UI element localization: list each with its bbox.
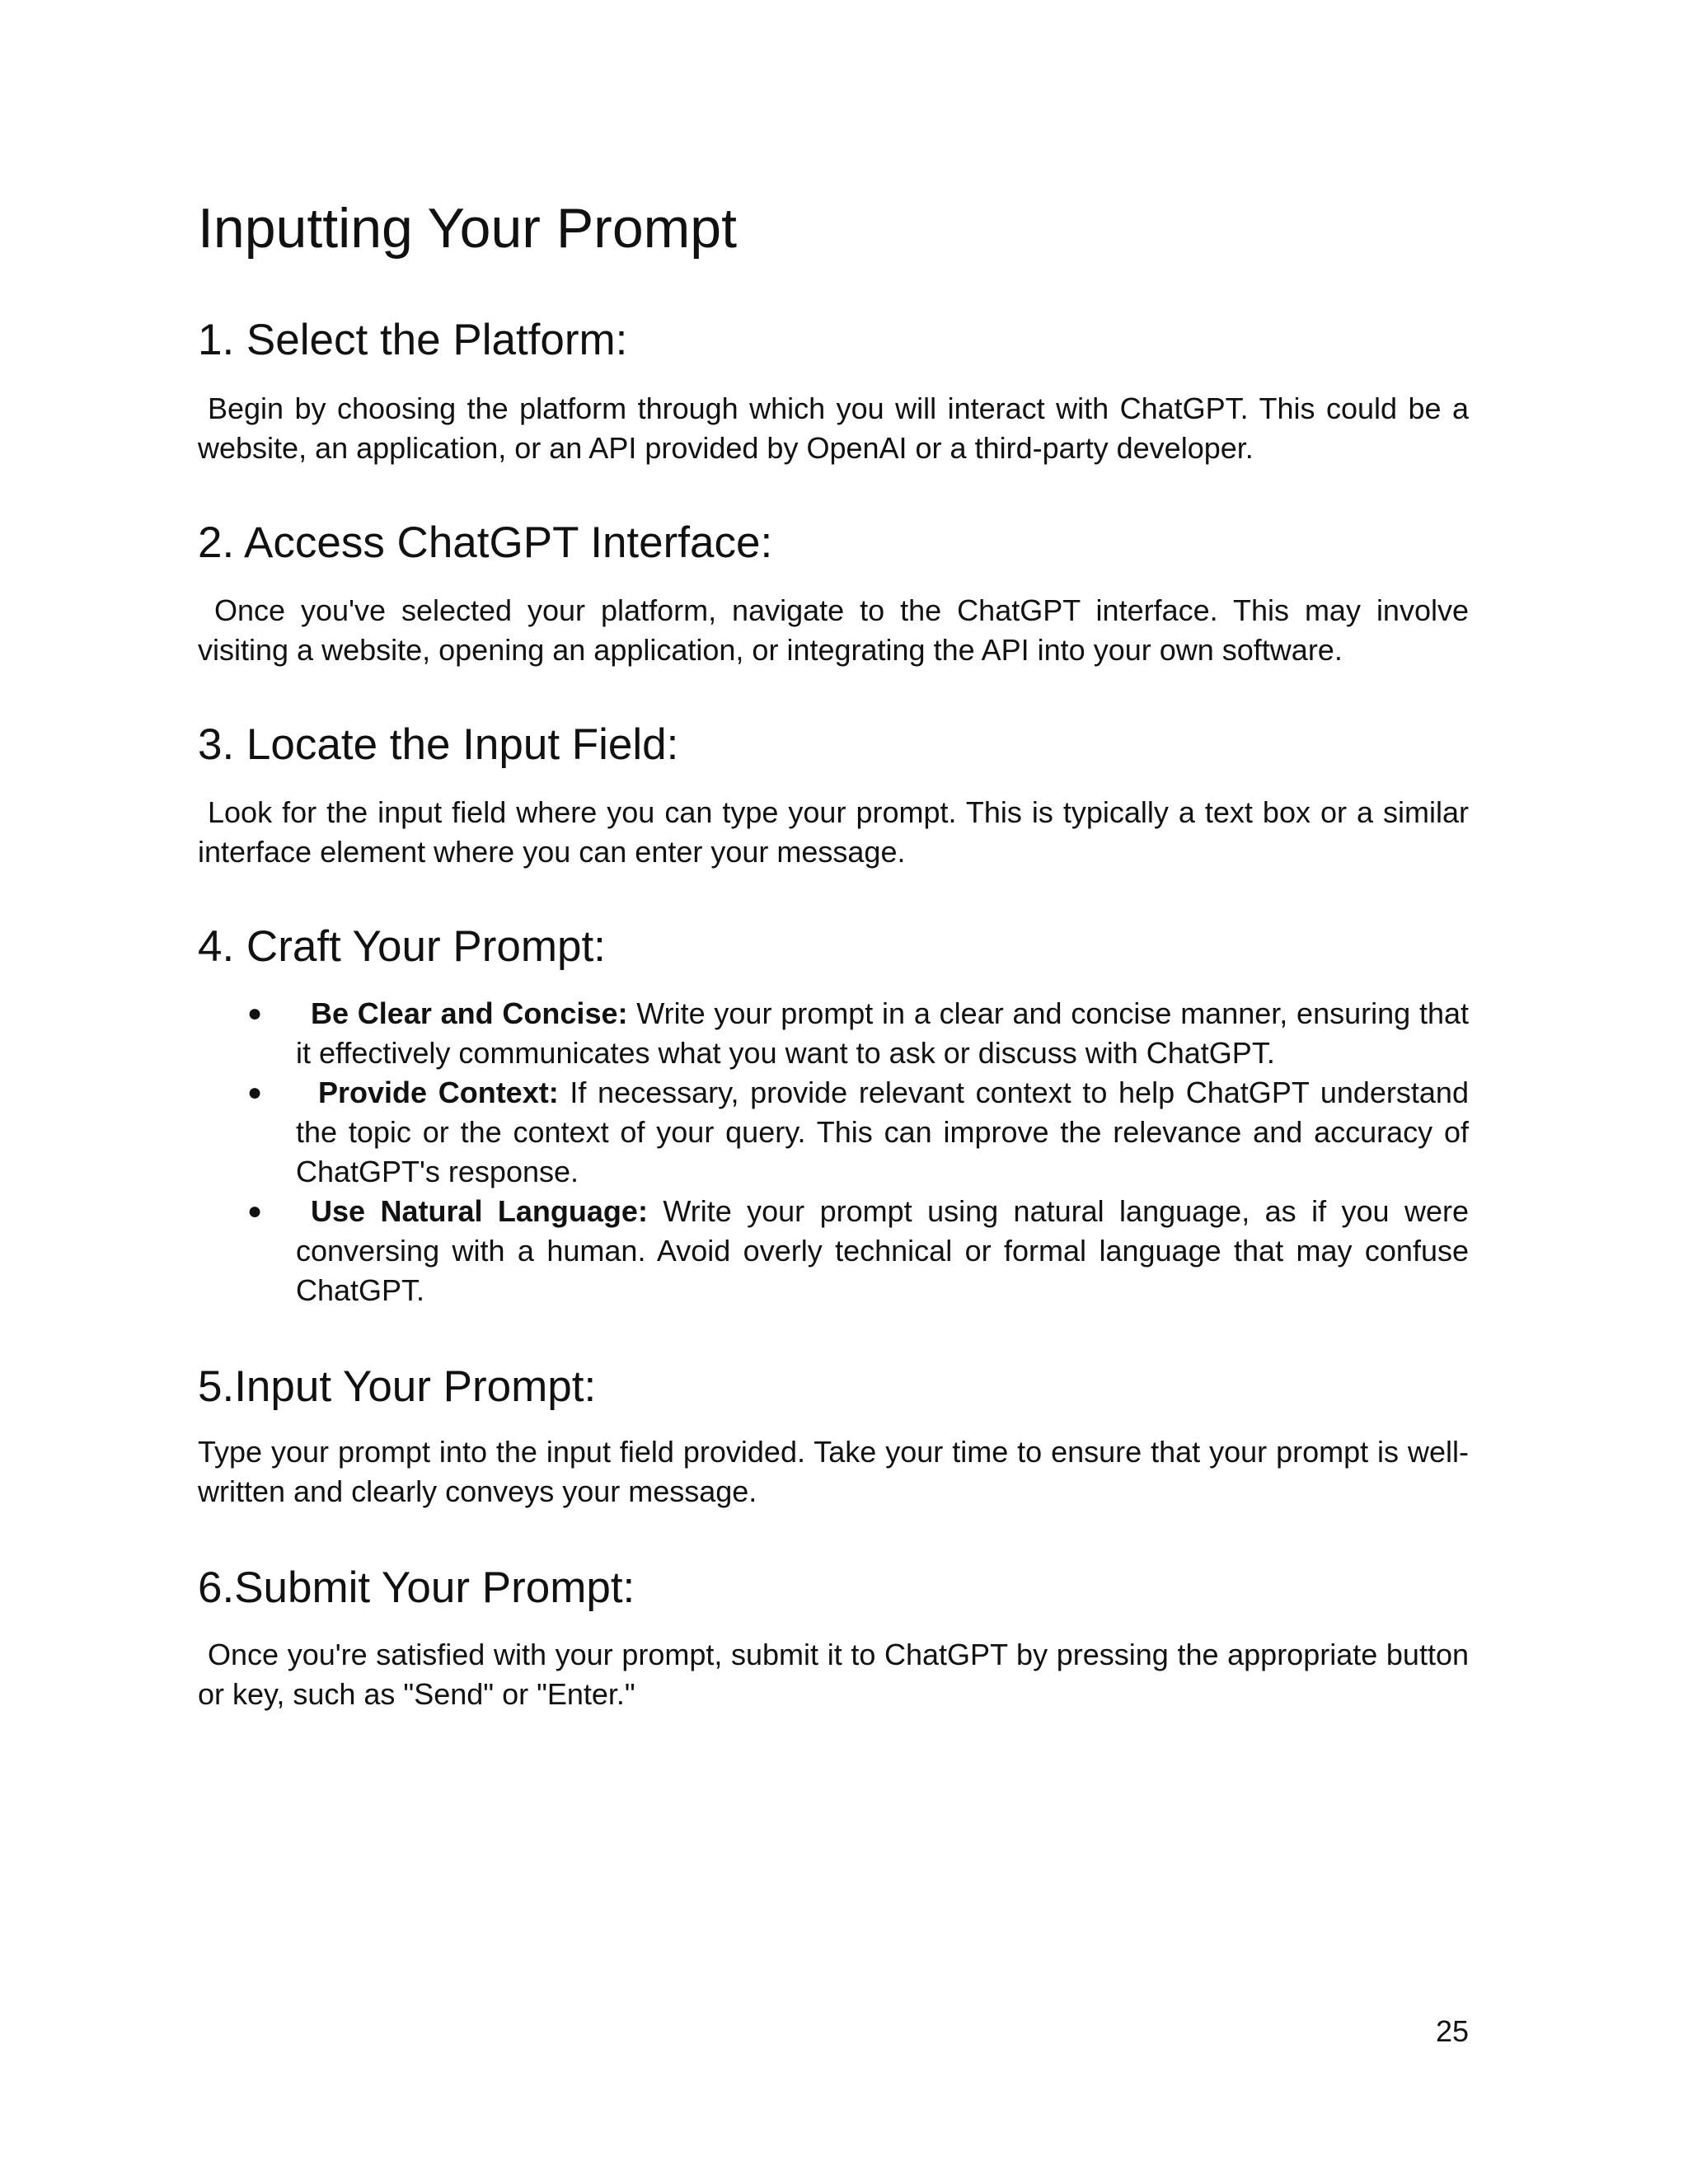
section-heading-select-platform: 1. Select the Platform: <box>198 316 628 364</box>
section-text-access-interface: Once you've selected your platform, navigate to the ChatGPT interface. This may involve visiting a website, opening an application, or integrating the API into your own software. <box>198 593 1469 667</box>
section-paragraph-select-platform <box>198 389 1469 468</box>
bullet-item-natural-language <box>198 1192 1469 1310</box>
section-text-submit-prompt: Once you're satisfied with your prompt, submit it to ChatGPT by pressing the appropriate button or key, such as "Send" or "Enter." <box>198 1638 1469 1711</box>
section-text-input-prompt: Type your prompt into the input field provided. Take your time to ensure that your prompt is well-written and clearly conveys your message. <box>198 1435 1469 1508</box>
bullet-item-clear-concise <box>198 994 1469 1073</box>
bullet-term: Be Clear and Concise: <box>311 996 628 1030</box>
section-paragraph-submit-prompt <box>198 1635 1469 1714</box>
section-paragraph-input-prompt <box>198 1432 1469 1511</box>
section-paragraph-access-interface <box>198 591 1469 670</box>
page-title: Inputting Your Prompt <box>198 197 738 260</box>
bullet-item-provide-context <box>198 1073 1469 1192</box>
bullet-text: Write your prompt in a clear and concise manner, ensuring that it effectively communicates what you want to ask or discuss with ChatGPT. <box>296 996 1469 1070</box>
section-heading-submit-prompt: 6.Submit Your Prompt: <box>198 1563 635 1612</box>
bullet-term: Use Natural Language: <box>311 1194 648 1228</box>
section-paragraph-locate-input <box>198 793 1469 872</box>
bullet-text: Write your prompt using natural language, as if you were conversing with a human. Avoid overly technical or formal language that may confuse ChatGPT. <box>296 1194 1469 1307</box>
bullet-term: Provide Context: <box>318 1076 559 1109</box>
section-heading-craft-prompt: 4. Craft Your Prompt: <box>198 922 606 971</box>
page-number: 25 <box>1435 2014 1469 2048</box>
bullet-icon: ● <box>247 1079 263 1106</box>
bullet-text: If necessary, provide relevant context to help ChatGPT understand the topic or the context of your query. This can improve the relevance and accuracy of ChatGPT's response. <box>296 1076 1469 1188</box>
section-text-locate-input: Look for the input field where you can type your prompt. This is typically a text box or a similar interface element where you can enter your message. <box>198 795 1469 869</box>
section-heading-access-interface: 2. Access ChatGPT Interface: <box>198 518 773 567</box>
bullet-icon: ● <box>247 1000 263 1027</box>
section-heading-input-prompt: 5.Input Your Prompt: <box>198 1362 597 1411</box>
craft-prompt-bullet-list <box>198 994 1469 1310</box>
section-heading-locate-input: 3. Locate the Input Field: <box>198 720 679 769</box>
section-text-select-platform: Begin by choosing the platform through which you will interact with ChatGPT. This could be a website, an application, or an API provided by OpenAI or a third-party developer. <box>198 391 1469 465</box>
bullet-icon: ● <box>247 1197 263 1225</box>
